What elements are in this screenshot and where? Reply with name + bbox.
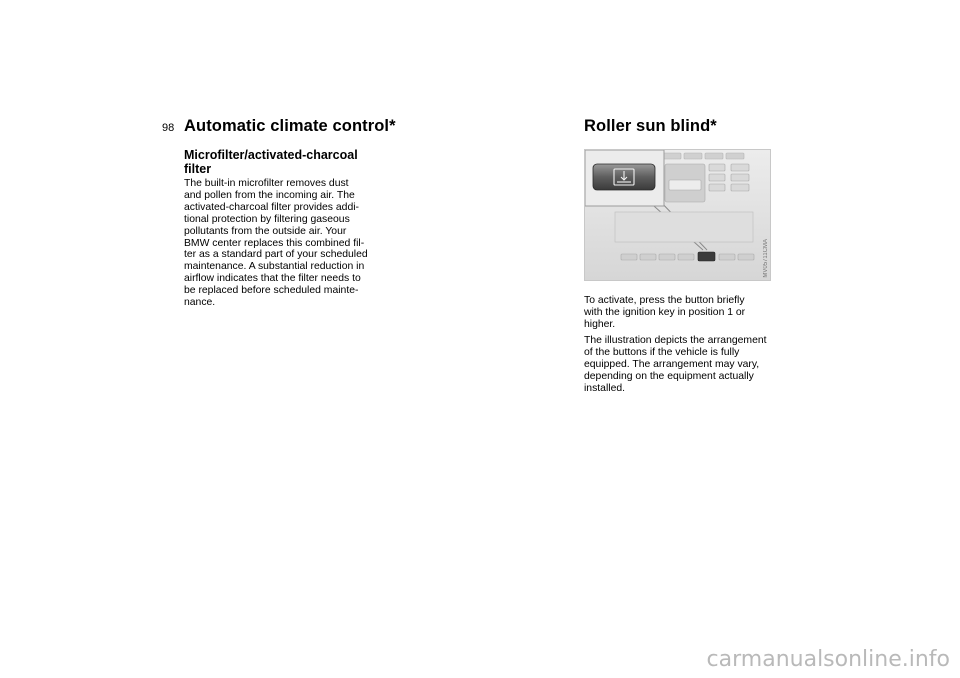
page-number: 98 <box>162 122 175 134</box>
section-heading-climate: Automatic climate control* <box>184 117 396 135</box>
subheading-line: Microfilter/activated-charcoal <box>184 148 358 162</box>
text-line: pollutants from the outside air. Your <box>184 225 347 237</box>
text-line: nance. <box>184 297 216 309</box>
text-line: installed. <box>584 382 626 394</box>
bottom-button-row <box>621 254 754 260</box>
sun-blind-button-small <box>698 252 715 261</box>
microfilter-paragraph <box>184 178 368 309</box>
text-line: ter as a standard part of your scheduled <box>184 249 368 261</box>
watermark <box>560 638 960 678</box>
subheading-line: filter <box>184 162 212 176</box>
text-line: airflow indicates that the filter needs to <box>184 273 361 285</box>
text-line: To activate, press the button briefly <box>584 295 745 306</box>
text-line: of the buttons if the vehicle is fully <box>584 346 740 358</box>
text-line: be replaced before scheduled mainte- <box>184 285 359 297</box>
text-line: maintenance. A substantial reduction in <box>184 261 365 273</box>
text-line: The illustration depicts the arrangement <box>584 335 767 346</box>
arrangement-paragraph <box>584 335 767 395</box>
activation-paragraph <box>584 295 745 331</box>
text-line: BMW center replaces this combined fil- <box>184 237 365 249</box>
section-heading-sun-blind: Roller sun blind* <box>584 117 717 135</box>
text-line: and pollen from the incoming air. The <box>184 189 355 201</box>
text-line: tional protection by filtering gaseous <box>184 213 350 225</box>
text-line: The built-in microfilter removes dust <box>184 178 349 189</box>
watermark-text: carmanualsonline.info <box>706 647 950 672</box>
center-display <box>615 212 753 242</box>
text-line: equipped. The arrangement may vary, <box>584 358 760 370</box>
text-line: depending on the equipment actually <box>584 370 754 382</box>
sun-blind-illustration <box>584 149 771 281</box>
dashboard-illustration <box>585 150 770 280</box>
subheading-microfilter <box>184 148 384 176</box>
text-line: with the ignition key in position 1 or <box>584 306 746 318</box>
text-line: activated-charcoal filter provides addi- <box>184 201 359 213</box>
text-line: higher. <box>584 318 616 330</box>
figure-code: MV05711CMA <box>763 239 769 278</box>
